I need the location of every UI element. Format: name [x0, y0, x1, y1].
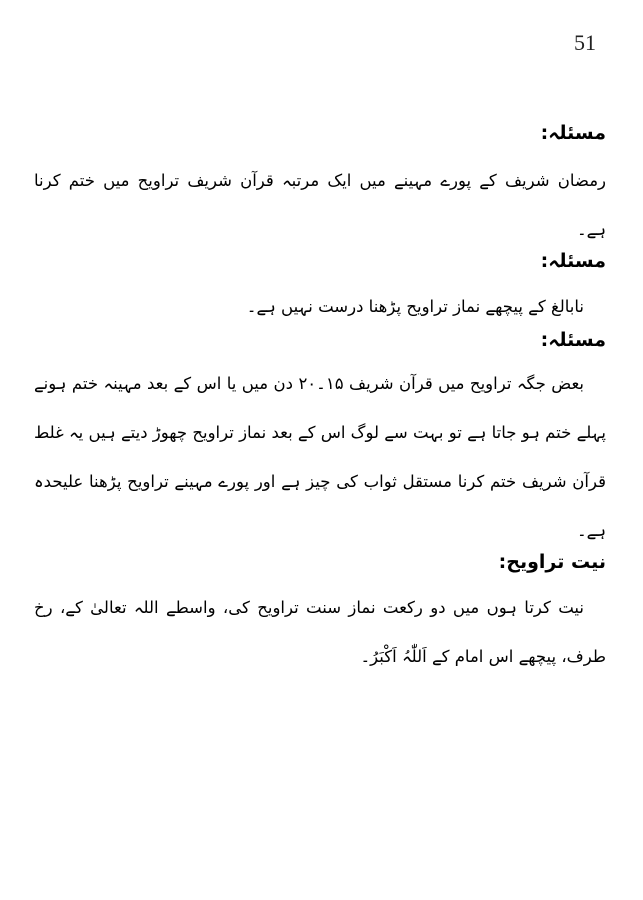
paragraph-line: ہے۔	[576, 220, 606, 239]
paragraph-line: پہلے ختم ہو جاتا ہے تو بہت سے لوگ اس کے بعد نماز تراویح چھوڑ دیتے ہیں یہ غلط	[34, 423, 606, 442]
section-heading: مسئلہ:	[540, 122, 606, 144]
paragraph-line: قرآن شریف ختم کرنا مستقل ثواب کی چیز ہے اور پورے مہینے تراویح پڑھنا علیحدہ	[34, 472, 606, 491]
section-heading: مسئلہ:	[540, 329, 606, 351]
page-content	[34, 118, 606, 681]
paragraph-line: رمضان شریف کے پورے مہینے میں ایک مرتبہ قرآن شریف تراویح میں ختم کرنا	[34, 171, 606, 190]
section-heading: نیت تراویح:	[498, 551, 606, 573]
section-mas-ala-2	[34, 246, 606, 331]
paragraph-line: بعض جگہ تراویح میں قرآن شریف ۱۵۔۲۰ دن میں یا اس کے بعد مہینہ ختم ہونے	[34, 374, 584, 393]
paragraph-line: ہے۔	[576, 521, 606, 540]
page-number: 51	[574, 30, 596, 55]
section-heading: مسئلہ:	[540, 250, 606, 272]
paragraph-line: طرف، پیچھے اس امام کے اَللّٰہُ اَکْبَرُ۔	[360, 647, 606, 666]
paragraph-line: نیت کرتا ہوں میں دو رکعت نماز سنت تراویح کی، واسطے اللہ تعالیٰ کے، رخ	[34, 598, 584, 617]
section-mas-ala-3	[34, 325, 606, 555]
section-niyyat-taraweeh	[34, 547, 606, 681]
paragraph-line: نابالغ کے پیچھے نماز تراویح پڑھنا درست نہیں ہے۔	[246, 297, 584, 316]
section-mas-ala-1	[34, 118, 606, 254]
